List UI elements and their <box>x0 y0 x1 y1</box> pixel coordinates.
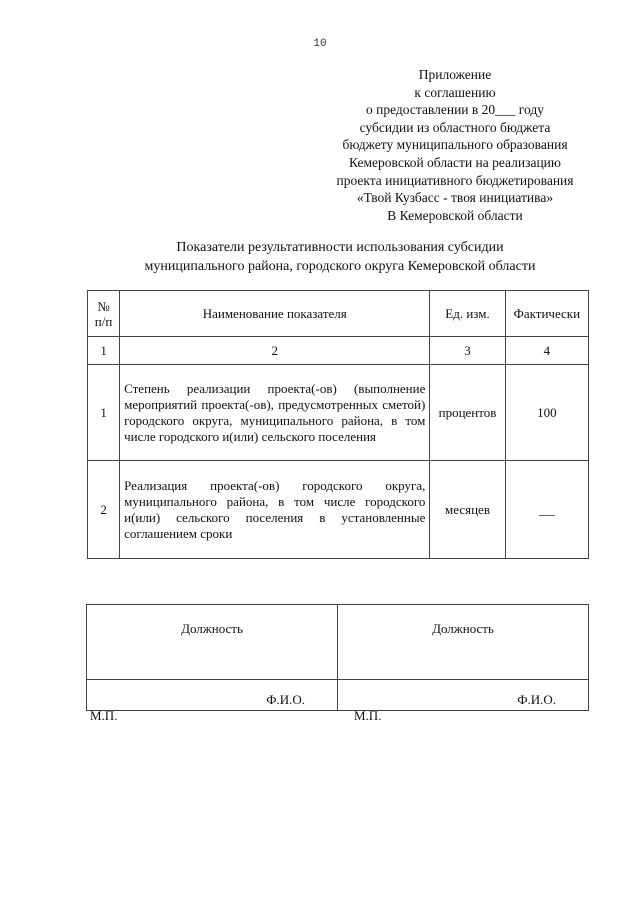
appendix-line: бюджету муниципального образования <box>342 137 568 153</box>
header-fact: Фактически <box>505 291 588 337</box>
row-unit: месяцев <box>430 461 505 559</box>
row-num: 1 <box>88 365 120 461</box>
signature-fio-row <box>87 680 589 711</box>
table-row <box>88 365 589 461</box>
signature-fio: Ф.И.О. <box>87 680 338 711</box>
document-title <box>40 238 640 276</box>
stamp-place: М.П. <box>354 708 382 723</box>
header-num: № п/п <box>88 291 120 337</box>
appendix-line: В Кемеровской области <box>387 207 523 223</box>
signature-position-row <box>87 605 589 680</box>
row-fact: 100 <box>505 365 588 461</box>
row-num: 2 <box>88 461 120 559</box>
row-name: Реализация проекта(-ов) городского округа, муниципального района, в том числе городского и(или) сельского поселения в установленные соглашением сроки <box>120 461 430 559</box>
header-unit: Ед. изм. <box>430 291 505 337</box>
signature-table <box>86 604 589 711</box>
table-row <box>88 461 589 559</box>
appendix-line: Приложение <box>418 67 492 82</box>
index-cell: 2 <box>120 337 430 365</box>
title-line: муниципального района, городского округа Кемеровской области <box>144 259 536 274</box>
header-name: Наименование показателя <box>120 291 430 337</box>
row-name: Степень реализации проекта(-ов) (выполнение мероприятий проекта(-ов), предусмотренных сметой) городского округа, муниципального района, в том числе городского и(или) сельского поселения <box>120 365 430 461</box>
index-cell: 1 <box>88 337 120 365</box>
row-unit: процентов <box>430 365 505 461</box>
index-cell: 4 <box>505 337 588 365</box>
row-fact <box>505 461 588 559</box>
table-index-row <box>88 337 589 365</box>
appendix-line: «Твой Кузбасс - твоя инициатива» <box>356 190 554 206</box>
stamp-place: М.П. <box>90 708 118 723</box>
appendix-line: к соглашению <box>414 84 496 100</box>
appendix-header <box>300 66 610 224</box>
page-number: 10 <box>313 38 327 50</box>
index-cell: 3 <box>430 337 505 365</box>
appendix-line: субсидии из областного бюджета <box>359 119 551 135</box>
appendix-line: о предоставлении в 20___ году <box>366 102 544 118</box>
signature-position: Должность <box>338 605 589 680</box>
empty-value-line <box>539 515 555 516</box>
table-header-row <box>88 291 589 337</box>
appendix-line: проекта инициативного бюджетирования <box>336 172 574 188</box>
signature-position: Должность <box>87 605 338 680</box>
title-line: Показатели результативности использования субсидии <box>176 240 504 255</box>
signature-fio: Ф.И.О. <box>338 680 589 711</box>
indicators-table <box>87 290 589 559</box>
appendix-line: Кемеровской области на реализацию <box>349 154 561 170</box>
